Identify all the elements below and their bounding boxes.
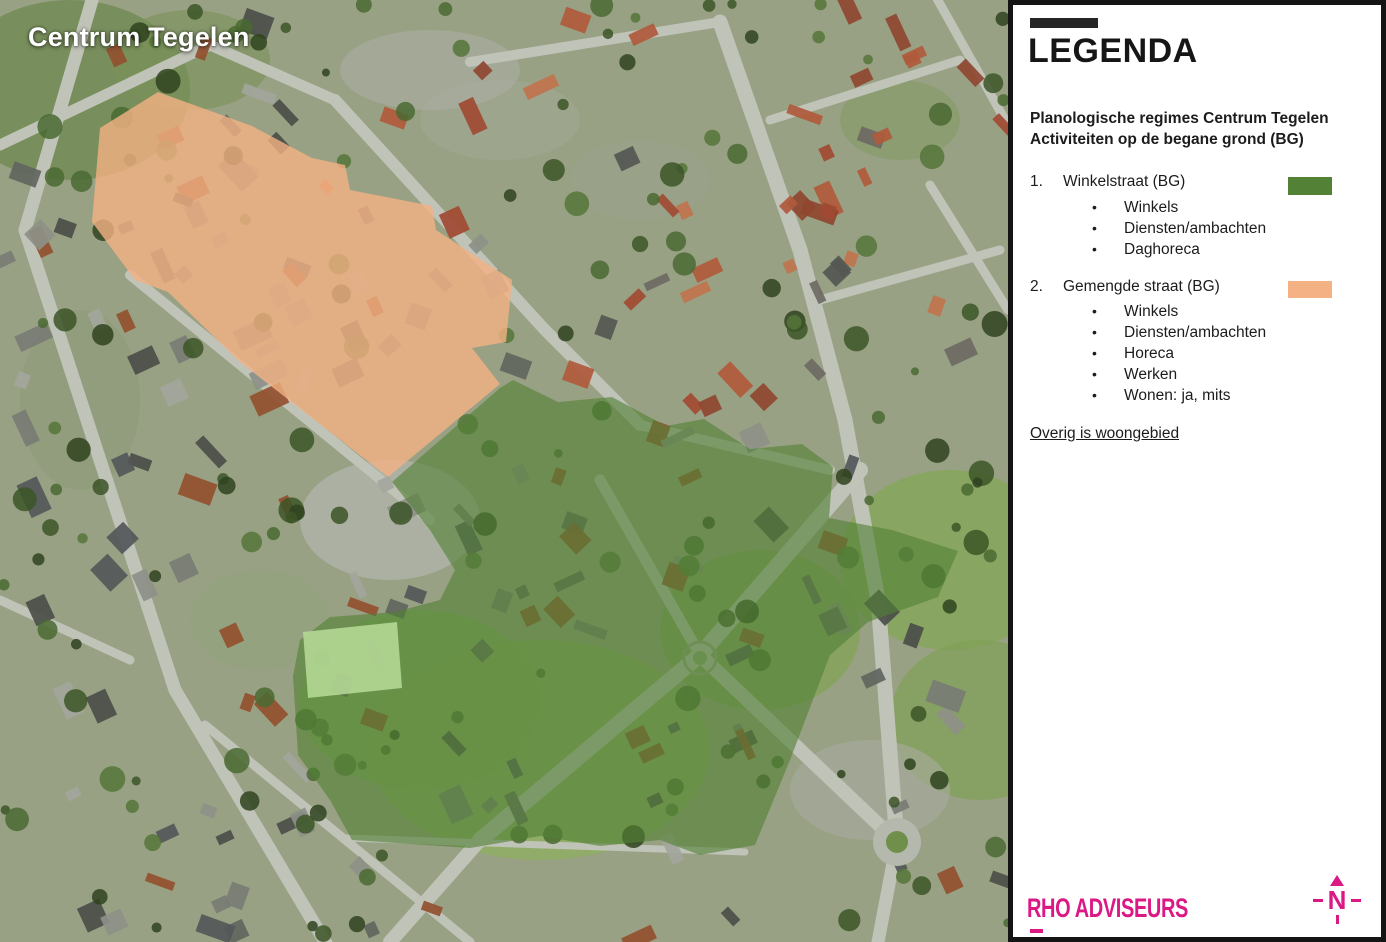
legend-item-2-bullet: • Winkels: [1092, 303, 1178, 321]
legend-item-2-swatch: [1288, 281, 1332, 298]
legend-item-1-bullet: • Winkels: [1092, 199, 1178, 217]
brand-logo-dash: [1030, 929, 1043, 933]
legend-item-2-bullet: • Horeca: [1092, 345, 1174, 363]
map-title: Centrum Tegelen: [28, 22, 250, 52]
legend-heading-line1: Planologische regimes Centrum Tegelen: [1030, 110, 1329, 127]
legend-item-2-bullet: • Diensten/ambachten: [1092, 324, 1266, 342]
legend-panel: [1008, 0, 1386, 942]
legend-heading-line2: Activiteiten op de begane grond (BG): [1030, 131, 1304, 148]
legend-item-1-bullet: • Diensten/ambachten: [1092, 220, 1266, 238]
brand-logo: RHO ADVISEURS: [1027, 893, 1188, 923]
legend-title: LEGENDA: [1028, 32, 1198, 70]
legend-item-2-bullet: • Werken: [1092, 366, 1177, 384]
legend-item-1-swatch: [1288, 177, 1332, 195]
legend-heading: [1030, 108, 1329, 150]
legend-item-1-number: 1.: [1030, 173, 1043, 190]
north-dash-left: [1313, 899, 1323, 902]
north-dash-right: [1351, 899, 1361, 902]
legend-item-1-label: Winkelstraat (BG): [1063, 173, 1186, 190]
legend-item-2-number: 2.: [1030, 278, 1043, 295]
legend-accent-bar: [1030, 18, 1098, 28]
legend-item-2-bullet: • Wonen: ja, mits: [1092, 387, 1231, 405]
north-tick: [1336, 915, 1339, 924]
north-arrow-icon: [1309, 875, 1365, 924]
legend-item-2-label: Gemengde straat (BG): [1063, 278, 1220, 295]
legend-footnote: Overig is woongebied: [1030, 425, 1180, 442]
north-letter: N: [1327, 885, 1347, 915]
legend-item-1-bullet: • Daghoreca: [1092, 241, 1200, 259]
